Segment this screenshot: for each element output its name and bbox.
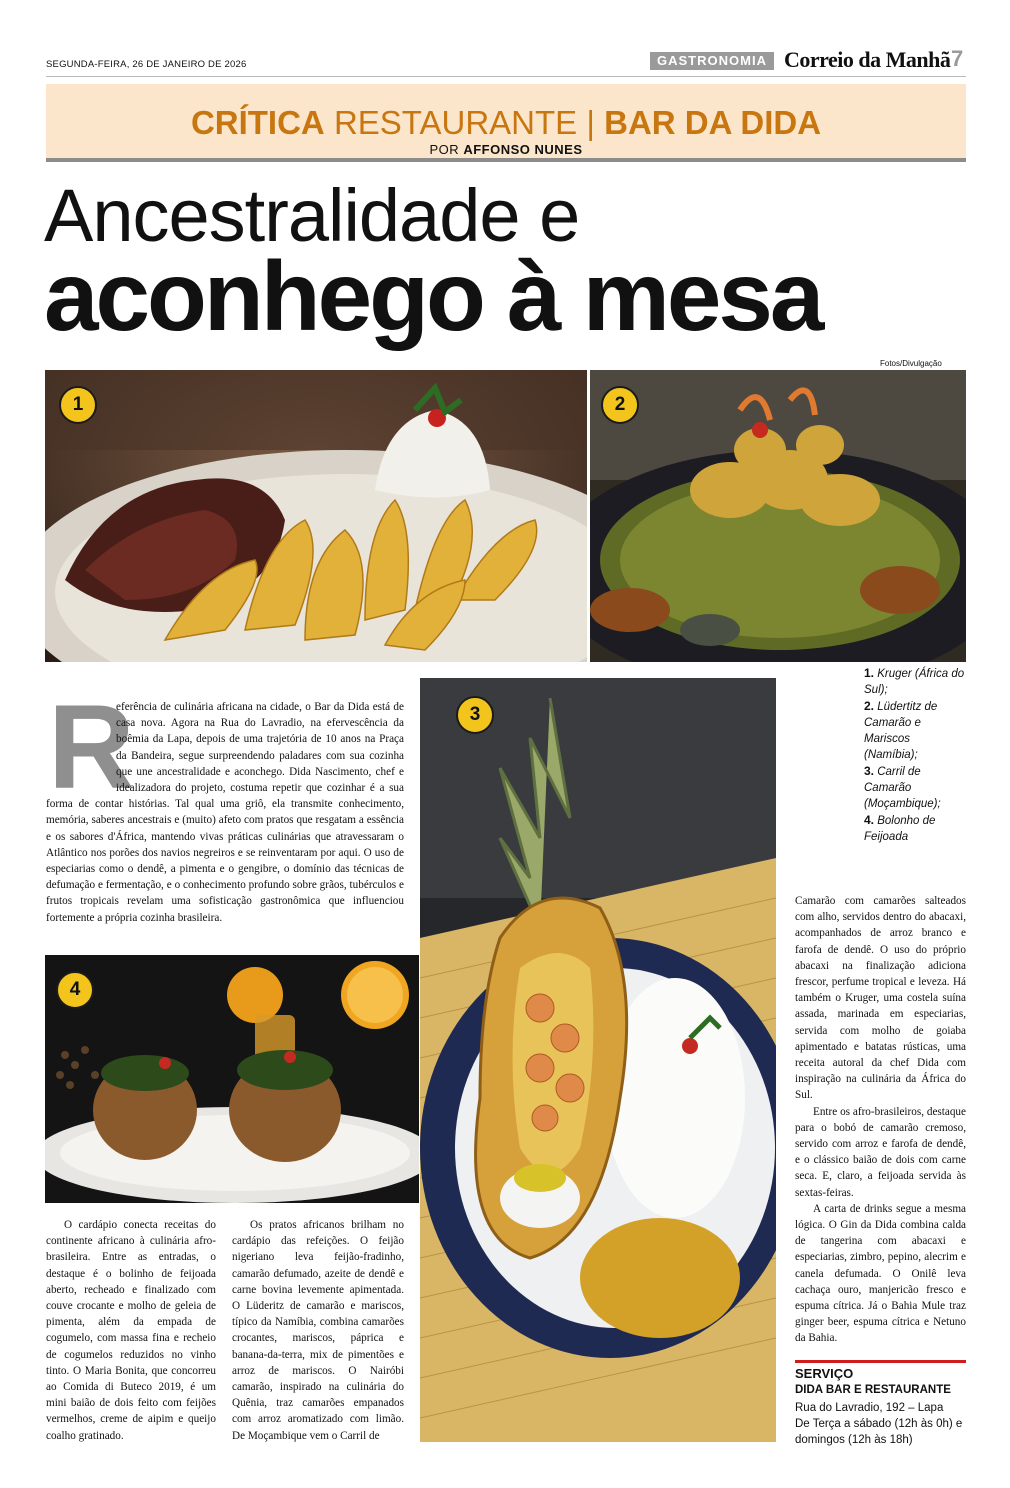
section-label: GASTRONOMIA [650,52,774,70]
headline-line-1: Ancestralidade e [44,174,580,257]
paragraph: Os pratos africanos brilham no cardápio das refeições. O feijão nigeriano leva feijão-fradinho, camarão defumado, azeite de dendê e carne bovina levemente apimentada. O Lüderitz de camarão e mariscos, típico da Namíbia, combina camarões crocantes, mariscos, páprica e banana-da-terra, mix de pimentões e arroz de mariscos. O Nairóbi camarão, inspirado na culinária do Quênia, traz camarões empanados com arroz aromatizado com limão. De Moçambique vem o Carril de [232,1219,404,1442]
paragraph: Camarão com camarões salteados com alho, servidos dentro do abacaxi, acompanhados de arroz branco e farofa de dendê. O uso do próprio abacaxi na finalização adiciona frescor, perfume tropical e leveza. Há também o Kruger, uma costela suína assada, marinada em especiarias, servida com molho de goiaba apimentado e batatas rústicas, uma receita autoral da chef Dida com inspiração na culinária da África do Sul. [795,895,966,1102]
caption-number: 3. [864,764,875,778]
paragraph: Entre os afro-brasileiros, destaque para o bobó de camarão cremoso, servido com arroz e farofa de dendê, e o clássico baião de dois com carne seca. E, claro, a feijoada servida às sextas-feiras. [795,1105,966,1199]
caption-number: 1. [864,666,875,680]
article-intro [46,680,404,926]
caption-text: Kruger (África do Sul); [864,668,965,696]
caption-item [864,665,966,698]
service-address: Rua do Lavradio, 192 – Lapa [795,1402,944,1414]
caption-text: Lüdertitz de Camarão e Mariscos (Namíbia); [864,701,938,761]
service-heading: SERVIÇO [795,1366,854,1381]
photo-luderitz [590,370,966,662]
photo-number-badge: 3 [456,696,494,734]
service-divider [795,1360,966,1363]
header-divider [46,76,966,77]
caption-number: 2. [864,699,875,713]
photo-number-badge: 1 [59,386,97,424]
paragraph: A carta de drinks segue a mesma lógica. O Gin da Dida combina calda de tangerina com abacaxi e especiarias, zimbro, pepino, alecrim e canela defumada. O Onilê leva cachaça ouro, manjericão fresco e espuma cítrica. Já o Bahia Mule traz ginger beer, espuma cítrica e Netuno da Bahia. [795,1202,966,1345]
byline-prefix: POR [429,142,460,157]
caption-item [864,763,966,812]
byline-author: AFFONSO NUNES [463,142,583,157]
caption-text: Carril de Camarão (Moçambique); [864,766,941,810]
caption-text: Bolonho de Feijoada [864,815,936,843]
article-column-3 [795,893,966,1347]
photo-kruger [45,370,587,662]
intro-text: eferência de culinária africana na cidade, o Bar da Dida está de casa nova. Agora na Rua do Lavradio, na efervescência da boêmia da Lapa, depois de uma trajetória de 10 anos na Praça da Bandeira, segue surpreendendo paladares com sua cozinha que une ancestralidade e aconchego. Dida Nascimento, chef e idealizadora do projeto, costuma repetir que cozinhar é a sua forma de contar histórias. Tal qual uma griô, ela transmite conhecimento, memória, saberes ancestrais e (muito) afeto com pratos que resgatam a essência e os sabores d'África, mantendo vivas práticas culinárias que atravessaram o Atlântico nos porões dos navios negreiros e se reinventaram por aqui. O uso de especiarias como o dendê, a pimenta e o gengibre, o domínio das técnicas de defumação e fermentação, e o conhecimento profundo sobre grãos, tubérculos e frutos tropicais revelam uma sofisticação gastronômica que influenciou fortemente a própria cozinha brasileira. [46,701,404,924]
photo-credit: Fotos/Divulgação [880,359,942,368]
photo-bolinho [45,955,419,1203]
banner-kicker-restaurante: RESTAURANTE [333,104,578,141]
photo-number-badge: 2 [601,386,639,424]
review-banner [46,84,966,162]
page-number: 7 [951,46,964,71]
photo-captions [864,665,966,845]
byline [46,142,966,158]
photo-number-badge: 4 [56,971,94,1009]
photo-carril [420,678,776,1442]
banner-separator: | [586,104,595,141]
article-column-1 [46,1217,216,1444]
issue-date: SEGUNDA-FEIRA, 26 DE JANEIRO DE 2026 [46,59,247,70]
banner-restaurant-name: BAR DA DIDA [604,104,822,141]
banner-title [46,103,966,143]
caption-item [864,812,966,845]
service-restaurant-name: DIDA BAR E RESTAURANTE [795,1384,951,1396]
paragraph: O cardápio conecta receitas do continente africano à culinária afro-brasileira. Entre as entradas, o destaque é o bolinho de feijoada aberto, recheado e finalizado com couve crocante e molho de geleia de pimenta, além da empada de cogumelo, com massa fina e recheio de cogumelos reduzidos no vinho tinto. O Maria Bonita, que concorreu ao Comida di Buteco 2019, é um mini baião de dois feito com feijões vermelhos, creme de aipim e queijo coalho gratinado. [46,1219,216,1442]
banner-kicker-critica: CRÍTICA [190,104,325,141]
service-details [795,1400,970,1448]
drop-cap-spacer [46,699,116,795]
newspaper-masthead: Correio da Manhã [784,47,951,72]
caption-number: 4. [864,813,875,827]
caption-item [864,698,966,763]
drop-cap: R [48,680,135,814]
article-column-2 [232,1217,404,1444]
service-hours: De Terça a sábado (12h às 0h) e domingos (12h às 18h) [795,1418,963,1446]
headline-line-2: aconhego à mesa [44,241,822,351]
